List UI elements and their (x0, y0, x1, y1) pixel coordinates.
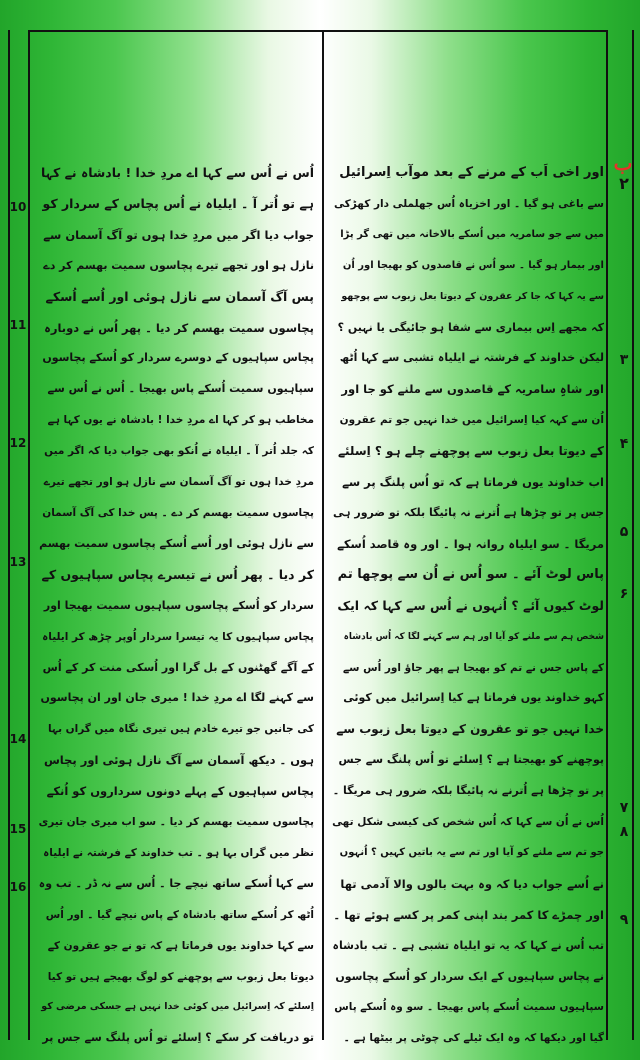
text-line: سے باغی ہو گیا ۔ اور اخزیاہ اُس جھلملی دار کھڑکی (334, 197, 604, 210)
verse-number-right: ۶ (619, 586, 629, 602)
verse-number-right: ۹ (619, 912, 629, 928)
text-line: مردِ خدا ہوں تو آگ آسمان سے نازل ہو اور تجھے تیرے (43, 476, 314, 489)
text-line: اور چمڑے کا کمر بند اپنی کمر پر کسے ہوئے تھا ۔ (333, 907, 604, 922)
text-line: پچاسوں سمیت بھسم کر دیا ۔ سو اب میری جان تیری (38, 816, 314, 829)
text-line: لیکن خداوند کے فرشتہ نے ایلیاہ تشبی سے کہا اُٹھ (339, 351, 604, 365)
text-line: سے یہ کہا کہ جا کر عقرون کے دیوتا بعل زبوب سے پوچھو (341, 290, 604, 302)
left-text-column (32, 158, 320, 1054)
text-line: پچاسوں سمیت بھسم کر دے ۔ پس خدا کی آگ آسمان (42, 506, 314, 519)
text-line: جس پر تو چڑھا ہے اُترنے نہ پائیگا بلکہ تو ضرور ہی (332, 505, 604, 519)
text-line: سپاہیوں سمیت اُسکے پاس بھیجا ۔ اُس نے اُس سے (47, 382, 314, 396)
text-line: سردار کو اُسکے پچاسوں سپاہیوں سمیت بھیجا اور (43, 598, 314, 612)
verse-number-left: 10 (9, 200, 27, 214)
text-line: سے کہا اُسکے ساتھ نیچے جا ۔ اُس سے نہ ڈر ۔ تب وہ (38, 876, 314, 890)
text-line: سے نازل ہوئی اور اُسے اُسکے پچاسوں سمیت بھسم (39, 536, 314, 550)
verse-number-left: 11 (9, 318, 27, 332)
text-line: جواب دیا اگر میں مردِ خدا ہوں تو آگ آسمان سے (43, 227, 314, 242)
text-line: اُٹھ کر اُسکے ساتھ بادشاہ کے پاس نیچے گیا ۔ اور اُس (45, 908, 314, 921)
text-line: نازل ہو اور تجھے تیرے پچاسوں سمیت بھسم کر دے (43, 258, 314, 272)
text-line: سے کہنے لگا اے مردِ خدا ! میری جان اور ان پچاسوں (40, 691, 314, 705)
text-line: سے کہا خداوند یوں فرماتا ہے کہ تو نے جو عقرون کے (47, 939, 314, 952)
verse-number-right: ۴ (619, 436, 629, 452)
text-line: اب خداوند یوں فرماتا ہے کہ تو اُس پلنگ پر سے (342, 475, 604, 490)
text-line: کے دیوتا بعل زبوب سے پوچھنے چلے ہو ؟ اِسلئے (338, 444, 604, 459)
text-line: دیوتا بعل زبوب سے پوچھنے کو لوگ بھیجے ہیں تو کیا (47, 970, 314, 983)
text-line: پچاس سپاہیوں کے دوسرے سردار کو اُسکے پچاسوں (42, 351, 314, 365)
text-line: اور بیمار ہو گیا ۔ سو اُس نے قاصدوں کو بھیجا اور اُن (342, 259, 604, 271)
text-line: پچاس سپاہیوں کے پہلے دونوں سرداروں کو اُنکے (46, 784, 314, 799)
text-line: مخاطب ہو کر کہا اے مردِ خدا ! بادشاہ نے یوں کہا ہے (47, 414, 314, 427)
chapter-letter: ب (613, 151, 633, 175)
text-line: کہ جلد اُتر آ ۔ ایلیاہ نے اُنکو بھی جواب دیا کہ اگر میں (44, 445, 314, 458)
text-line: سپاہیوں سمیت اُسکے پاس بھیجا ۔ سو وہ اُسکے پاس (334, 1001, 604, 1014)
text-line: کر دیا ۔ پھر اُس نے تیسرے پچاس سپاہیوں کے (41, 566, 314, 582)
text-line: شخص ہم سے ملنے کو آیا اور ہم سے کہنے لگا کہ اُس بادشاہ (343, 631, 604, 642)
text-line: تو دریافت کر سکے ؟ اِسلئے تو اُس پلنگ سے جس پر (42, 1031, 314, 1045)
text-line: ہے تو اُتر آ ۔ ایلیاہ نے اُس پچاس کے سردار کو (42, 195, 314, 211)
text-line: اُن سے کہہ کیا اِسرائیل میں خدا نہیں جو تم عقرون (339, 414, 604, 427)
text-line: اور اخی اَب کے مرنے کے بعد موآب اِسرائیل (339, 165, 604, 180)
text-line: اِسلئے کہ اِسرائیل میں کوئی خدا نہیں ہے جسکی مرضی کو (41, 1001, 314, 1013)
text-line: پس آگ آسمان سے نازل ہوئی اور اُسے اُسکے (45, 288, 314, 304)
text-line: میں سے جو سامریہ میں اُسکے بالاخانہ میں تھی گر پڑا (340, 228, 604, 240)
text-line: اُس نے اُن سے کہا کہ اُس شخص کی کیسی شکل تھی (332, 816, 604, 829)
right-text-column (326, 158, 608, 1054)
text-line: لوٹ کیوں آئے ؟ اُنہوں نے اُس سے کہا کہ ایک (337, 597, 604, 613)
verse-number-right: ۸ (619, 824, 629, 840)
text-line: اور شاہِ سامریہ کے قاصدوں سے ملنے کو جا اور (341, 382, 604, 397)
text-line: نظر میں گراں بہا ہو ۔ تب خداوند کے فرشتہ نے ایلیاہ (43, 846, 314, 859)
text-line: گیا اور دیکھا کہ وہ ایک ٹیلے کی چوٹی پر بیٹھا ہے ۔ (343, 1032, 604, 1045)
text-line: کی جانیں جو تیرے خادم ہیں تیری نگاہ میں گراں بہا (47, 723, 314, 736)
text-line: نے اُسے جواب دیا کہ وہ بہت بالوں والا آدمی تھا (340, 876, 604, 891)
text-line: پچاس سپاہیوں کا یہ تیسرا سردار اُوپر چڑھ کر ایلیاہ (42, 630, 314, 643)
verse-number-left: 12 (9, 436, 27, 450)
text-line: نے پچاس سپاہیوں کے ایک سردار کو اُسکے پچاسوں (335, 969, 604, 983)
verse-number-left: 15 (9, 822, 27, 836)
verse-number-right: ۵ (619, 524, 629, 540)
text-line: مریگا ۔ سو ایلیاہ روانہ ہوا ۔ اور وہ قاصد اُسکے (337, 536, 604, 551)
verse-number-left: 16 (9, 880, 27, 894)
text-line: جو تم سے ملنے کو آیا اور تم سے یہ باتیں کہیں ؟ اُنہوں (339, 846, 604, 858)
text-line: کے آگے گھٹنوں کے بل گرا اور اُسکی منت کر کے اُس (42, 660, 314, 674)
text-line: کہ مجھے اِس بیماری سے شفا ہو جائیگی یا نہیں ؟ (337, 320, 604, 334)
verse-number-right: ۷ (619, 800, 629, 816)
column-divider (322, 30, 324, 1040)
text-line: پچاسوں سمیت بھسم کر دیا ۔ پھر اُس نے دوبارہ (44, 320, 314, 335)
text-line: پاس لوٹ آئے ۔ سو اُس نے اُن سے پوچھا تم (337, 566, 604, 582)
verse-number-left: 13 (9, 555, 27, 569)
text-line: خدا نہیں جو تو عقرون کے دیوتا بعل زبوب سے (336, 722, 604, 737)
verse-number-left: 14 (9, 732, 27, 746)
text-line: پر تو چڑھا ہے اُترنے نہ پائیگا بلکہ ضرور ہی مریگا ۔ (332, 784, 604, 798)
text-line: اُس نے اُس سے کہا اے مردِ خدا ! بادشاہ نے کہا (40, 165, 314, 180)
chapter-number: ۲ (619, 174, 629, 193)
text-line: کہو خداوند یوں فرماتا ہے کیا اِسرائیل میں کوئی (343, 691, 604, 705)
verse-number-right: ۳ (619, 352, 629, 368)
text-line: تب اُس نے کہا کہ یہ تو ایلیاہ تشبی ہے ۔ تب بادشاہ (332, 938, 604, 952)
text-line: ہوں ۔ دیکھ آسمان سے آگ نازل ہوئی اور پچاس (43, 753, 314, 768)
text-line: کے پاس جس نے تم کو بھیجا ہے پھر جاؤ اور اُس سے (342, 661, 604, 674)
text-line: پوچھنے کو بھیجتا ہے ؟ اِسلئے تو اُس پلنگ سے جس (338, 753, 604, 767)
